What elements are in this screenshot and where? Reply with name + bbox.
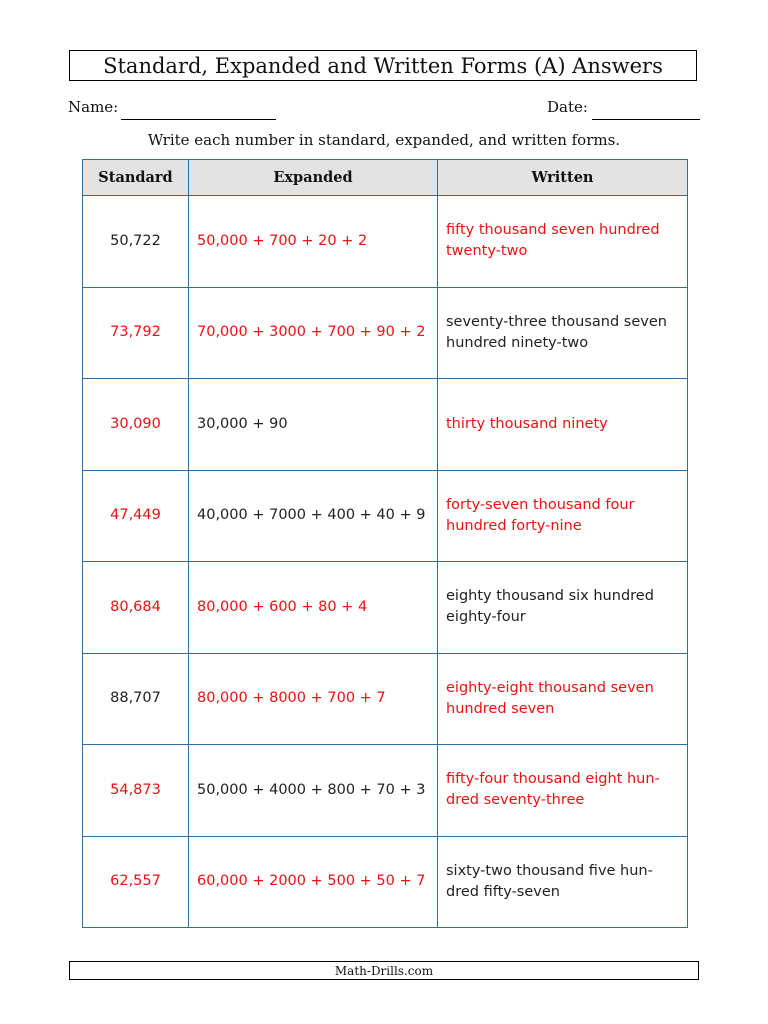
standard-cell: 30,090 xyxy=(83,379,189,471)
column-header-written: Written xyxy=(438,160,688,196)
standard-cell: 80,684 xyxy=(83,562,189,654)
expanded-cell: 70,000 + 3000 + 700 + 90 + 2 xyxy=(189,287,438,379)
written-cell: thirty thousand ninety xyxy=(438,379,688,471)
column-header-standard: Standard xyxy=(83,160,189,196)
table-row xyxy=(83,745,688,837)
standard-cell: 62,557 xyxy=(83,836,189,928)
standard-cell: 50,722 xyxy=(83,196,189,288)
expanded-cell: 30,000 + 90 xyxy=(189,379,438,471)
written-cell: seventy-three thousand seven hundred ninety-two xyxy=(438,287,688,379)
footer-site-name: Math-Drills.com xyxy=(69,961,699,980)
expanded-cell: 80,000 + 8000 + 700 + 7 xyxy=(189,653,438,745)
name-label: Name: xyxy=(68,98,119,116)
written-cell: eighty thousand six hundred eighty-four xyxy=(438,562,688,654)
answer-table xyxy=(82,159,688,928)
table-row xyxy=(83,287,688,379)
standard-cell: 73,792 xyxy=(83,287,189,379)
written-cell: fifty-four thousand eight hun-dred seventy-three xyxy=(438,745,688,837)
date-label: Date: xyxy=(547,98,588,116)
worksheet-title: Standard, Expanded and Written Forms (A) Answers xyxy=(69,50,697,81)
table-row xyxy=(83,653,688,745)
date-blank-line xyxy=(592,119,700,120)
table-row xyxy=(83,379,688,471)
table-header-row xyxy=(83,160,688,196)
expanded-cell: 50,000 + 700 + 20 + 2 xyxy=(189,196,438,288)
written-cell: fifty thousand seven hundred twenty-two xyxy=(438,196,688,288)
written-cell: forty-seven thousand four hundred forty-nine xyxy=(438,470,688,562)
table-row xyxy=(83,836,688,928)
table-row xyxy=(83,196,688,288)
written-cell: sixty-two thousand five hun-dred fifty-seven xyxy=(438,836,688,928)
standard-cell: 88,707 xyxy=(83,653,189,745)
column-header-expanded: Expanded xyxy=(189,160,438,196)
instructions: Write each number in standard, expanded, and written forms. xyxy=(147,131,621,149)
expanded-cell: 50,000 + 4000 + 800 + 70 + 3 xyxy=(189,745,438,837)
written-cell: eighty-eight thousand seven hundred seven xyxy=(438,653,688,745)
table-row xyxy=(83,562,688,654)
expanded-cell: 80,000 + 600 + 80 + 4 xyxy=(189,562,438,654)
table-row xyxy=(83,470,688,562)
standard-cell: 54,873 xyxy=(83,745,189,837)
name-blank-line xyxy=(121,119,276,120)
expanded-cell: 40,000 + 7000 + 400 + 40 + 9 xyxy=(189,470,438,562)
expanded-cell: 60,000 + 2000 + 500 + 50 + 7 xyxy=(189,836,438,928)
standard-cell: 47,449 xyxy=(83,470,189,562)
